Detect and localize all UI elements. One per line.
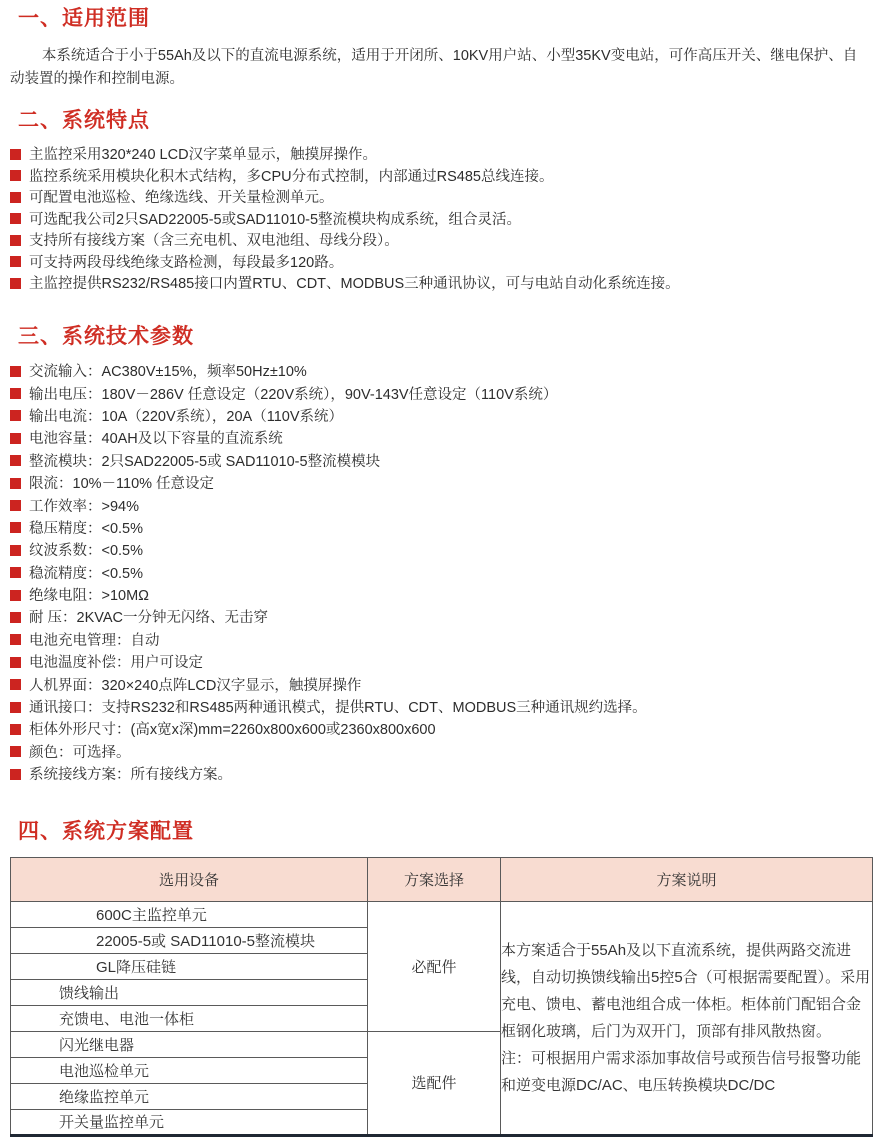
bullet-square-icon	[10, 702, 21, 713]
bullet-square-icon	[10, 522, 21, 533]
feature-item	[10, 251, 870, 273]
bullet-text: 系统接线方案：所有接线方案。	[29, 767, 232, 784]
parameter-item	[10, 740, 870, 762]
plan-description-text: 本方案适合于55Ah及以下直流系统，提供两路交流进线，自动切换馈线输出5控5合（可根据需要配置）。采用充电、馈电、蓄电池组合成一体柜。柜体前门配铝合金框钢化玻璃，后门为双开门，顶部有排风散热窗。	[501, 941, 871, 1040]
feature-item	[10, 208, 870, 230]
bullet-text: 主监控采用320*240 LCD汉字菜单显示，触摸屏操作。	[29, 147, 378, 164]
device-cell: GL降压硅链	[11, 953, 368, 979]
section-parameters	[10, 324, 870, 785]
bullet-text: 可支持两段母线绝缘支路检测，每段最多120路。	[29, 254, 344, 271]
parameter-item	[10, 606, 870, 628]
device-cell: 馈线输出	[11, 979, 368, 1005]
column-header-device: 选用设备	[11, 857, 368, 901]
device-cell: 22005-5或 SAD11010-5整流模块	[11, 927, 368, 953]
bullet-square-icon	[10, 657, 21, 668]
bullet-square-icon	[10, 256, 21, 267]
device-cell: 闪光继电器	[11, 1031, 368, 1057]
config-table-header-row	[11, 857, 873, 901]
plan-description-note: 注：可根据用户需求添加事故信号或预告信号报警功能和逆变电源DC/AC、电压转换模块DC/DC	[501, 1049, 862, 1094]
parameter-item	[10, 539, 870, 561]
bullet-square-icon	[10, 545, 21, 556]
scope-paragraph: 本系统适合于小于55Ah及以下的直流电源系统，适用于开闭所、10KV用户站、小型35KV变电站，可作高压开关、继电保护、自动装置的操作和控制电源。	[10, 48, 858, 87]
parameter-item	[10, 427, 870, 449]
section-features-heading: 二、系统特点	[18, 109, 150, 132]
bullet-text: 监控系统采用模块化积木式结构，多CPU分布式控制，内部通过RS485总线连接。	[29, 168, 554, 185]
bullet-square-icon	[10, 192, 21, 203]
table-row	[11, 901, 873, 927]
device-cell: 绝缘监控单元	[11, 1083, 368, 1109]
bullet-square-icon	[10, 679, 21, 690]
bullet-text: 电池温度补偿：用户可设定	[29, 655, 203, 672]
section-features	[10, 108, 870, 294]
bullet-square-icon	[10, 149, 21, 160]
bullet-square-icon	[10, 410, 21, 421]
bullet-square-icon	[10, 612, 21, 623]
bullet-square-icon	[10, 433, 21, 444]
bullet-text: 可选配我公司2只SAD22005-5或SAD11010-5整流模块构成系统，组合灵活。	[29, 211, 522, 228]
bullet-square-icon	[10, 366, 21, 377]
parameter-item	[10, 449, 870, 471]
features-list	[10, 143, 870, 294]
bullet-square-icon	[10, 769, 21, 780]
bullet-text: 纹波系数：<0.5%	[29, 543, 144, 560]
bullet-text: 通讯接口：支持RS232和RS485两种通讯模式，提供RTU、CDT、MODBUS三种通讯规约选择。	[29, 700, 647, 717]
plan-group-optional: 选配件	[368, 1031, 501, 1135]
feature-item	[10, 165, 870, 187]
bullet-square-icon	[10, 455, 21, 466]
plan-group-required: 必配件	[368, 901, 501, 1031]
bullet-text: 颜色：可选择。	[29, 744, 131, 761]
bullet-text: 交流输入：AC380V±15%，频率50Hz±10%	[29, 364, 307, 381]
parameter-item	[10, 628, 870, 650]
bullet-text: 限流：10%－110% 任意设定	[29, 476, 215, 493]
parameter-item	[10, 763, 870, 785]
config-table	[10, 857, 873, 1137]
bullet-square-icon	[10, 634, 21, 645]
section-scope-heading: 一、适用范围	[18, 7, 150, 30]
bullet-square-icon	[10, 478, 21, 489]
bullet-square-icon	[10, 590, 21, 601]
feature-item	[10, 272, 870, 294]
bullet-text: 柜体外形尺寸：(高x宽x深)mm=2260x800x600或2360x800x600	[29, 722, 436, 739]
bullet-text: 整流模块：2只SAD22005-5或 SAD11010-5整流模模块	[29, 453, 381, 470]
parameters-list	[10, 360, 870, 785]
device-cell: 充馈电、电池一体柜	[11, 1005, 368, 1031]
bullet-text: 绝缘电阻：>10MΩ	[29, 588, 150, 605]
parameter-item	[10, 651, 870, 673]
bullet-square-icon	[10, 724, 21, 735]
parameter-item	[10, 718, 870, 740]
plan-description-cell	[501, 901, 873, 1135]
bullet-square-icon	[10, 388, 21, 399]
section-scope	[10, 6, 870, 91]
bullet-text: 输出电流：10A（220V系统），20A（110V系统）	[29, 408, 344, 425]
bullet-text: 电池容量：40AH及以下容量的直流系统	[29, 431, 283, 448]
bullet-text: 耐 压：2KVAC一分钟无闪络、无击穿	[29, 610, 269, 627]
bullet-square-icon	[10, 746, 21, 757]
bullet-square-icon	[10, 235, 21, 246]
parameter-item	[10, 673, 870, 695]
parameter-item	[10, 471, 870, 493]
parameter-item	[10, 494, 870, 516]
column-header-description: 方案说明	[501, 857, 873, 901]
bullet-text: 可配置电池巡检、绝缘选线、开关量检测单元。	[29, 190, 334, 207]
bullet-text: 稳流精度：<0.5%	[29, 565, 144, 582]
device-cell: 600C主监控单元	[11, 901, 368, 927]
parameter-item	[10, 404, 870, 426]
parameter-item	[10, 516, 870, 538]
bullet-square-icon	[10, 500, 21, 511]
parameter-item	[10, 561, 870, 583]
feature-item	[10, 229, 870, 251]
bullet-square-icon	[10, 278, 21, 289]
bullet-text: 人机界面：320×240点阵LCD汉字显示，触摸屏操作	[29, 677, 362, 694]
bullet-text: 电池充电管理：自动	[29, 632, 160, 649]
feature-item	[10, 186, 870, 208]
parameter-item	[10, 382, 870, 404]
bullet-text: 输出电压：180V－286V 任意设定（220V系统），90V-143V任意设定（110V系统）	[29, 386, 558, 403]
parameter-item	[10, 360, 870, 382]
parameter-item	[10, 695, 870, 717]
column-header-plan: 方案选择	[368, 857, 501, 901]
bullet-square-icon	[10, 567, 21, 578]
bullet-text: 支持所有接线方案（含三充电机、双电池组、母线分段）。	[29, 233, 399, 250]
device-cell: 开关量监控单元	[11, 1109, 368, 1135]
device-cell: 电池巡检单元	[11, 1057, 368, 1083]
bullet-text: 稳压精度：<0.5%	[29, 520, 144, 537]
bullet-square-icon	[10, 170, 21, 181]
section-configuration-heading: 四、系统方案配置	[18, 819, 194, 843]
bullet-text: 工作效率：>94%	[29, 498, 139, 515]
bullet-text: 主监控提供RS232/RS485接口内置RTU、CDT、MODBUS三种通讯协议，可与电站自动化系统连接。	[29, 276, 680, 293]
feature-item	[10, 143, 870, 165]
section-parameters-heading: 三、系统技术参数	[18, 324, 194, 348]
bullet-square-icon	[10, 213, 21, 224]
section-configuration	[10, 819, 870, 1137]
parameter-item	[10, 583, 870, 605]
